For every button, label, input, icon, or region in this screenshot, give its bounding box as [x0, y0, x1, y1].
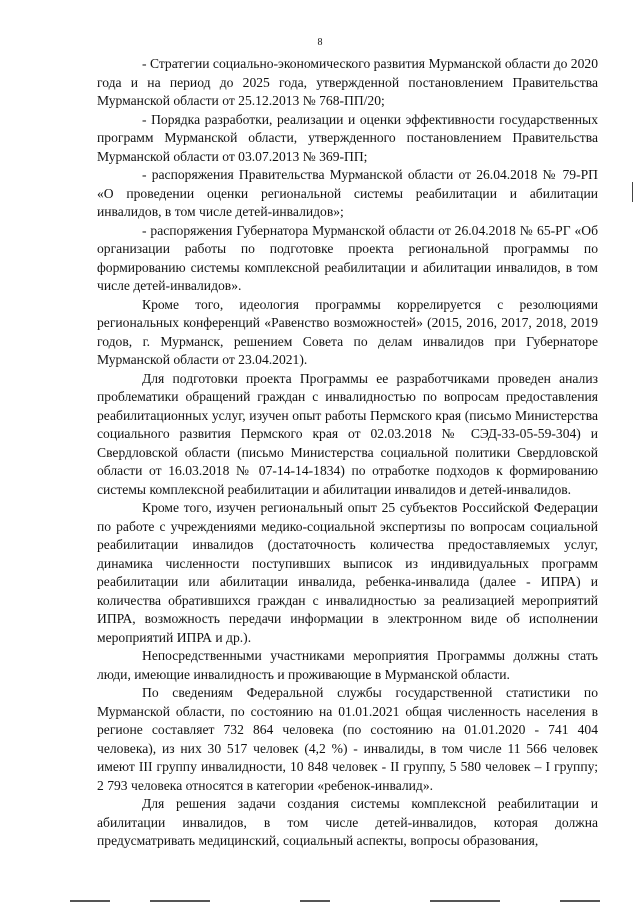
paragraph-statistics: По сведениям Федеральной службы государственной статистики по Мурманской области, по состоянию на 01.01.2021 общая численность населения в регионе составляет 732 864 человека (по состоянию на 01.01.2020 - 741 404 человека), из них 30 517 человек (4,2 %) - инвалиды, в том числе 11 566 человек имеют III группу инвалидности, 10 848 человек - II группу, 5 580 человек – I группу; 2 793 человека относятся в категории «ребенок-инвалид».	[97, 685, 598, 793]
paragraph-governor-order-reference: - распоряжения Губернатора Мурманской области от 26.04.2018 № 65-РГ «Об организации работы по подготовке проекта региональной программы по формированию системы комплексной реабилитации и абилитации инвалидов, в том числе детей-инвалидов».	[97, 222, 598, 293]
paragraph-system-tasks: Для решения задачи создания системы комплексной реабилитации и абилитации инвалидов, в том числе детей-инвалидов, которая должна предусматривать медицинский, социальный аспекты, вопросы образования,	[97, 796, 598, 848]
paragraph-analysis: Для подготовки проекта Программы ее разработчиками проведен анализ проблематики обращений граждан с инвалидностью по вопросам предоставления реабилитационных услуг, изучен опыт работы Пермского края (письмо Министерства социального развития Пермского края от 02.03.2018 № СЭД-33-05-59-304) и Свердловской области (письмо Министерства социальной политики Свердловской области от 16.03.2018 № 07-14-14-1834) по отработке подходов к формированию системы комплексной реабилитации и абилитации инвалидов и детей-инвалидов.	[97, 370, 598, 497]
paragraph-regional-experience: Кроме того, изучен региональный опыт 25 субъектов Российской Федерации по работе с учреждениями медико-социальной экспертизы по вопросам социальной реабилитации инвалидов (достаточность количества предоставляемых услуг, динамика численности поступивших выписок из индивидуальных программ реабилитации или абилитации инвалида, ребенка-инвалида (далее - ИПРА) и количества обратившихся граждан с инвалидностью за реализацией мероприятий ИПРА, возможность передачи информации в электронном виде об исполнении мероприятий ИПРА и др.).	[97, 500, 598, 645]
paragraph-participants: Непосредственными участниками мероприятия Программы должны стать люди, имеющие инвалидность и проживающие в Мурманской области.	[97, 648, 598, 682]
document-body	[97, 55, 598, 851]
paragraph-conferences: Кроме того, идеология программы коррелируется с резолюциями региональных конференций «Равенство возможностей» (2015, 2016, 2017, 2018, 2019 годов, г. Мурманск, решением Совета по делам инвалидов при Губернаторе Мурманской области от 23.04.2021).	[97, 296, 598, 367]
scan-artifact-right	[632, 182, 633, 202]
paragraph-procedure-reference: - Порядка разработки, реализации и оценки эффективности государственных программ Мурманской области, утвержденного постановлением Правительства Мурманской области от 03.07.2013 № 369-ПП;	[97, 111, 598, 164]
scan-artifact-bottom	[0, 898, 640, 905]
page-number: 8	[317, 37, 323, 48]
paragraph-government-order-reference: - распоряжения Правительства Мурманской области от 26.04.2018 № 79-РП «О проведении оценки региональной системы реабилитации и абилитации инвалидов, в том числе детей-инвалидов»;	[97, 167, 598, 219]
paragraph-strategy-reference: - Стратегии социально-экономического развития Мурманской области до 2020 года и на период до 2025 года, утвержденной постановлением Правительства Мурманской области от 25.12.2013 № 768-ПП/20;	[97, 56, 598, 108]
